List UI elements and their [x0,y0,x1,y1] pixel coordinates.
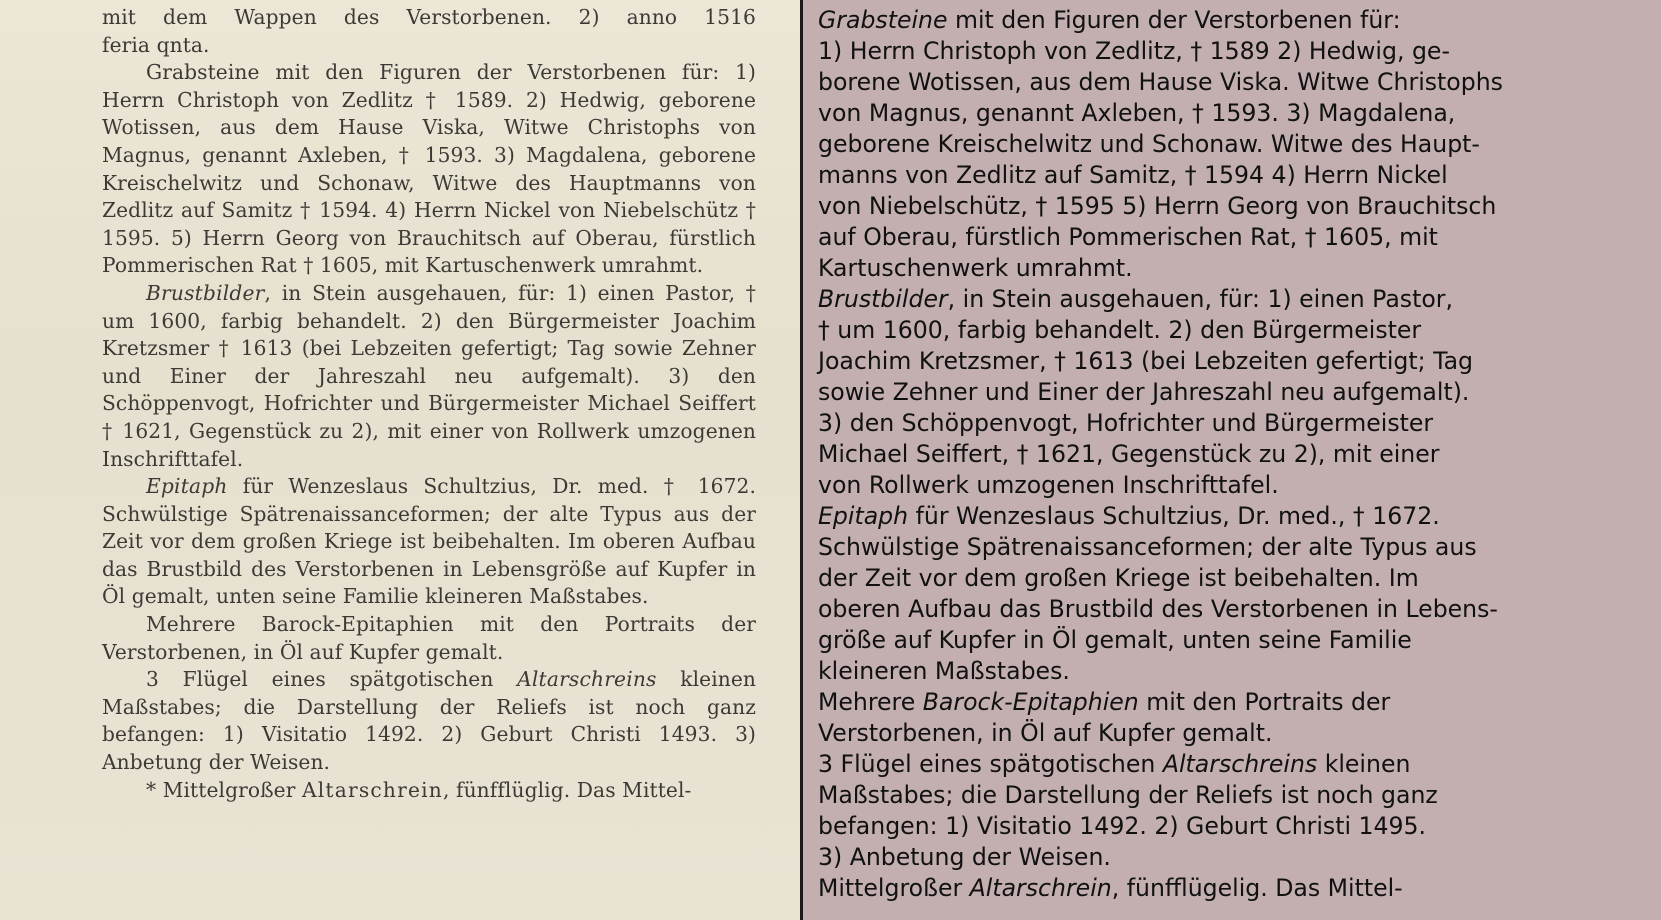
scan-altar-a: * Mittelgroßer [146,777,302,802]
ocr-line: auf Oberau, fürstlich Pommerischen Rat, † 1605, mit [818,223,1438,251]
ocr-em: Brustbilder [818,285,948,313]
scan-paragraph-fluegel [102,666,756,776]
scan-line: mit dem Wappen des Verstorbenen. 2) anno 1516 [102,5,756,29]
ocr-em: Epitaph [818,502,909,530]
ocr-line [818,687,1648,718]
ocr-line: 3) den Schöppenvogt, Hofrichter und Bürgermeister [818,409,1434,437]
ocr-line: Schwülstige Spätrenaissanceformen; der alte Typus aus [818,533,1477,561]
ocr-line: Verstorbenen, in Öl auf Kupfer gemalt. [818,719,1273,747]
ocr-line: oberen Aufbau das Brustbild des Verstorbenen in Lebens- [818,595,1498,623]
scan-grabsteine-heading: Grabsteine mit den Figuren der Verstorbenen für: [146,60,720,85]
ocr-line: 1) Herrn Christoph von Zedlitz, † 1589 2) Hedwig, ge- [818,37,1450,65]
scan-brustbilder-body: , in Stein ausgehauen, für: 1) einen Pastor, † um 1600, farbig behandelt. 2) den Bürgermeister Joachim Kretzsmer † 1613 (bei Lebzeiten gefertigt; Tag sowie Zehner und Einer der Jahreszahl neu aufgemalt). 3) den Schöppenvogt, Hofrichter und Bürgermeister Michael Seiffert † 1621, Gegenstück zu 2), mit einer von Rollwerk umzogenen Inschrifttafel. [102,280,756,471]
ocr-line: manns von Zedlitz auf Samitz, † 1594 4) Herrn Nickel [818,161,1448,189]
ocr-line: Michael Seiffert, † 1621, Gegenstück zu 2), mit einer [818,440,1440,468]
ocr-span: mit den Portraits der [1138,688,1391,716]
ocr-span: Mittelgroßer [818,874,970,902]
scan-paragraph-grabsteine [102,59,756,280]
ocr-span: 3 Flügel eines spätgotischen [818,750,1163,778]
scan-paragraph-altarschrein [102,777,756,805]
ocr-em: Barock-Epitaphien [922,688,1139,716]
scan-fluegel-term: Altarschreins [517,667,657,692]
transcription-panel [803,0,1661,920]
scan-epitaph-body: für Wenzeslaus Schultzius, Dr. med. † 1672. Schwülstige Spätrenaissanceformen; der alte Typus aus der Zeit vor dem großen Kriege ist beibehalten. Im oberen Aufbau das Brustbild des Verstorbenen in Lebensgröße auf Kupfer in Öl gemalt, unten seine Familie kleineren Maßstabes. [102,474,756,609]
ocr-line: von Niebelschütz, † 1595 5) Herrn Georg von Brauchitsch [818,192,1497,220]
scanned-text [102,4,756,804]
scan-paragraph-epitaph [102,473,756,611]
ocr-line: geborene Kreischelwitz und Schonaw. Witwe des Haupt- [818,130,1480,158]
ocr-line [818,873,1648,904]
ocr-line: 3) Anbetung der Weisen. [818,843,1111,871]
ocr-em: Altarschreins [1162,750,1318,778]
ocr-line: borene Wotissen, aus dem Hause Viska. Witwe Christophs [818,68,1503,96]
scan-altar-b: , fünfflüglig. Das Mittel- [442,777,692,802]
scanned-page [0,0,800,920]
ocr-line [818,501,1648,532]
ocr-line [818,5,1648,36]
ocr-span: , in Stein ausgehauen, für: 1) einen Pastor, [947,285,1453,313]
ocr-span: für Wenzeslaus Schultzius, Dr. med., † 1672. [908,502,1440,530]
scan-line: feria qnta. [102,32,210,57]
ocr-line: kleineren Maßstabes. [818,657,1070,685]
scan-altar-term: Altarschrein [302,777,443,802]
ocr-line: von Magnus, genannt Axleben, † 1593. 3) Magdalena, [818,99,1456,127]
transcription-text [818,5,1648,904]
ocr-line: Kartuschenwerk umrahmt. [818,254,1133,282]
ocr-em: Grabsteine [818,6,948,34]
ocr-em: Altarschrein [969,874,1112,902]
ocr-span: , fünfflügelig. Das Mittel- [1111,874,1403,902]
scan-paragraph-brustbilder [102,280,756,473]
ocr-line: sowie Zehner und Einer der Jahreszahl neu aufgemalt). [818,378,1470,406]
ocr-line [818,749,1648,780]
scan-fluegel-b: kleinen Maßstabes; die Darstellung der Reliefs ist noch ganz befangen: 1) Visitatio 1492. 2) Geburt Christi 1493. 3) Anbetung der Weisen. [102,667,757,775]
ocr-line: von Rollwerk umzogenen Inschrifttafel. [818,471,1279,499]
scan-brustbilder-term: Brustbilder [146,280,265,305]
ocr-span: kleinen [1317,750,1411,778]
scan-paragraph-barock: Mehrere Barock-Epitaphien mit den Portraits der Verstorbenen, in Öl auf Kupfer gemalt. [102,612,756,664]
ocr-line: befangen: 1) Visitatio 1492. 2) Geburt Christi 1495. [818,812,1427,840]
ocr-span: Mehrere [818,688,923,716]
ocr-line: Maßstabes; die Darstellung der Reliefs ist noch ganz [818,781,1438,809]
ocr-line: größe auf Kupfer in Öl gemalt, unten seine Familie [818,626,1412,654]
scan-epitaph-term: Epitaph [146,474,228,499]
ocr-line: Joachim Kretzsmer, † 1613 (bei Lebzeiten gefertigt; Tag [818,347,1474,375]
ocr-line [818,284,1648,315]
scan-grabsteine-body: 1) Herrn Christoph von Zedlitz † 1589. 2) Hedwig, geborene Wotissen, aus dem Hause Viska, Witwe Christophs von Magnus, genannt Axleben, † 1593. 3) Magdalena, geborene Kreischelwitz und Schonaw, Witwe des Hauptmanns von Zedlitz auf Samitz † 1594. 4) Herrn Nickel von Niebelschütz † 1595. 5) Herrn Georg von Brauchitsch auf Oberau, fürstlich Pommerischen Rat † 1605, mit Kartuschenwerk umrahmt. [102,60,756,278]
ocr-line: der Zeit vor dem großen Kriege ist beibehalten. Im [818,564,1419,592]
scan-fluegel-a: 3 Flügel eines spätgotischen [146,667,518,692]
ocr-line: † um 1600, farbig behandelt. 2) den Bürgermeister [818,316,1422,344]
ocr-span: mit den Figuren der Verstorbenen für: [947,6,1401,34]
